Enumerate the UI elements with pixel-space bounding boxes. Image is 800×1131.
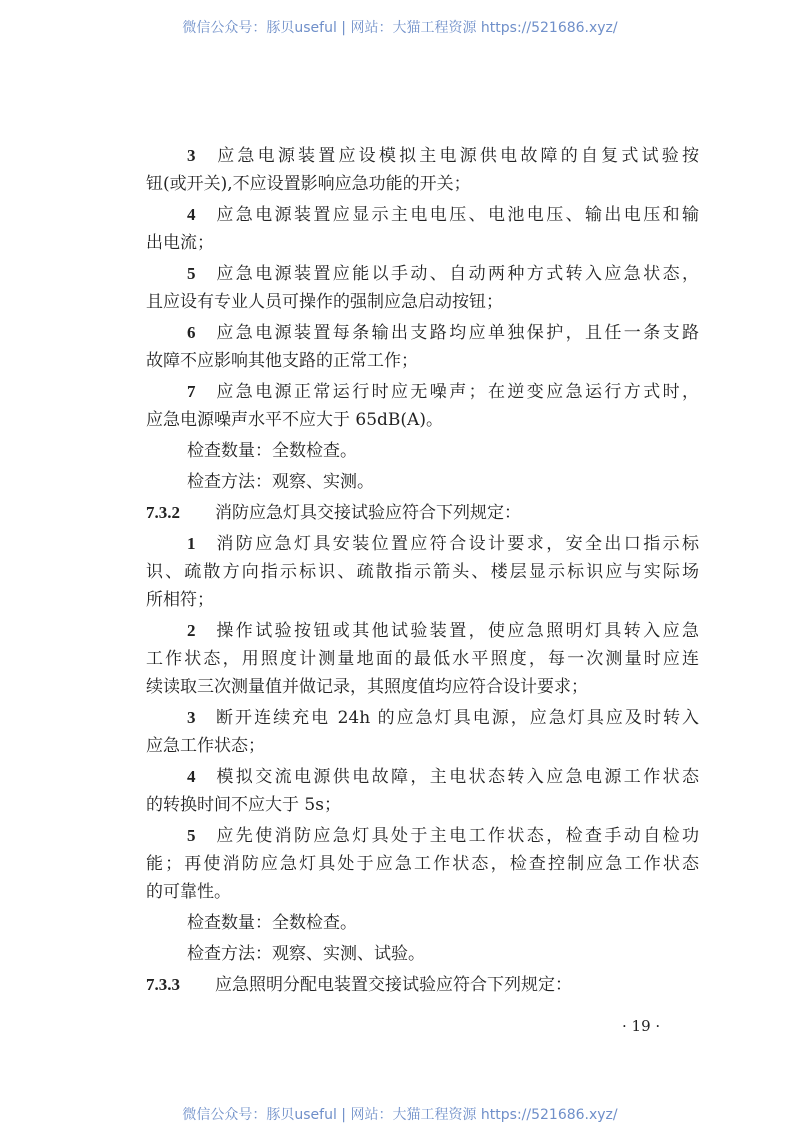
line-text: 应急电源装置应显示主电电压、电池电压、输出电压和输	[214, 205, 699, 225]
clause-paragraph	[146, 468, 699, 496]
line-text: 操作试验按钮或其他试验装置，使应急照明灯具转入应急	[214, 621, 699, 641]
line-text: 检查数量：全数检查。	[187, 441, 357, 461]
text-line	[146, 645, 699, 673]
clause-paragraph	[146, 319, 699, 375]
line-text: 钮(或开关),不应设置影响应急功能的开关；	[146, 174, 471, 194]
line-text: 且应设有专业人员可操作的强制应急启动按钮；	[146, 292, 503, 312]
text-line	[146, 558, 699, 586]
text-line	[146, 971, 699, 999]
line-text: 应急电源噪声水平不应大于 65dB(A)。	[146, 410, 443, 430]
line-text: 模拟交流电源供电故障，主电状态转入应急电源工作状态	[214, 767, 699, 787]
section-number: 7.3.2	[146, 503, 180, 522]
page-number: · 19 ·	[622, 1017, 661, 1035]
line-text: 的可靠性。	[146, 882, 231, 902]
line-text: 应急工作状态；	[146, 736, 265, 756]
item-number: 4	[187, 205, 196, 224]
line-text: 所相符；	[146, 590, 214, 610]
line-text: 消防应急灯具安装位置应符合设计要求，安全出口指示标	[214, 534, 699, 554]
line-text: 工作状态，用照度计测量地面的最低水平照度，每一次测量时应连	[146, 649, 699, 669]
text-line	[146, 940, 699, 968]
text-line	[146, 229, 699, 257]
text-line	[146, 142, 699, 170]
section-heading	[146, 971, 699, 999]
text-line	[146, 586, 699, 614]
line-text: 的转换时间不应大于 5s；	[146, 795, 341, 815]
clause-paragraph	[146, 822, 699, 906]
text-line	[146, 437, 699, 465]
clause-paragraph	[146, 201, 699, 257]
clause-paragraph	[146, 617, 699, 701]
clause-paragraph	[146, 378, 699, 434]
text-line	[146, 617, 699, 645]
text-line	[146, 732, 699, 760]
line-text: 出电流；	[146, 233, 214, 253]
line-text: 故障不应影响其他支路的正常工作；	[146, 351, 418, 371]
line-text: 应先使消防应急灯具处于主电工作状态，检查手动自检功	[214, 826, 699, 846]
line-text: 应急电源装置应能以手动、自动两种方式转入应急状态，	[214, 264, 699, 284]
text-line	[146, 406, 699, 434]
line-text: 应急电源正常运行时应无噪声；在逆变应急运行方式时，	[214, 382, 699, 402]
text-line	[146, 850, 699, 878]
document-body	[146, 142, 699, 1002]
text-line	[146, 288, 699, 316]
text-line	[146, 878, 699, 906]
clause-paragraph	[146, 530, 699, 614]
text-line	[146, 909, 699, 937]
text-line	[146, 201, 699, 229]
clause-paragraph	[146, 940, 699, 968]
clause-paragraph	[146, 437, 699, 465]
clause-paragraph	[146, 142, 699, 198]
line-text: 能；再使消防应急灯具处于应急工作状态，检查控制应急工作状态	[146, 854, 699, 874]
clause-paragraph	[146, 909, 699, 937]
text-line	[146, 468, 699, 496]
section-number: 7.3.3	[146, 975, 180, 994]
line-text: 断开连续充电 24h 的应急灯具电源，应急灯具应及时转入	[214, 708, 699, 728]
line-text: 识、疏散方向指示标识、疏散指示箭头、楼层显示标识应与实际场	[146, 562, 699, 582]
item-number: 6	[187, 323, 196, 342]
item-number: 3	[187, 708, 196, 727]
item-number: 5	[187, 826, 196, 845]
line-text: 应急照明分配电装置交接试验应符合下列规定：	[215, 975, 572, 995]
item-number: 1	[187, 534, 196, 553]
line-text: 检查方法：观察、实测、试验。	[187, 944, 425, 964]
clause-paragraph	[146, 763, 699, 819]
text-line	[146, 347, 699, 375]
line-text: 检查数量：全数检查。	[187, 913, 357, 933]
item-number: 2	[187, 621, 196, 640]
item-number: 4	[187, 767, 196, 786]
watermark-top: 微信公众号：豚贝useful | 网站：大猫工程资源 https://521686.xyz/	[182, 20, 618, 36]
text-line	[146, 260, 699, 288]
line-text: 应急电源装置每条输出支路均应单独保护，且任一条支路	[214, 323, 699, 343]
line-text: 续读取三次测量值并做记录，其照度值均应符合设计要求；	[146, 677, 588, 697]
text-line	[146, 499, 699, 527]
section-heading	[146, 499, 699, 527]
clause-paragraph	[146, 260, 699, 316]
text-line	[146, 378, 699, 406]
text-line	[146, 763, 699, 791]
text-line	[146, 791, 699, 819]
watermark-bottom: 微信公众号：豚贝useful | 网站：大猫工程资源 https://521686.xyz/	[182, 1107, 618, 1123]
text-line	[146, 673, 699, 701]
text-line	[146, 822, 699, 850]
item-number: 7	[187, 382, 196, 401]
text-line	[146, 319, 699, 347]
line-text: 检查方法：观察、实测。	[187, 472, 374, 492]
text-line	[146, 704, 699, 732]
clause-paragraph	[146, 704, 699, 760]
item-number: 3	[187, 146, 196, 165]
text-line	[146, 170, 699, 198]
line-text: 消防应急灯具交接试验应符合下列规定：	[215, 503, 521, 523]
text-line	[146, 530, 699, 558]
item-number: 5	[187, 264, 196, 283]
line-text: 应急电源装置应设模拟主电源供电故障的自复式试验按	[214, 146, 699, 166]
